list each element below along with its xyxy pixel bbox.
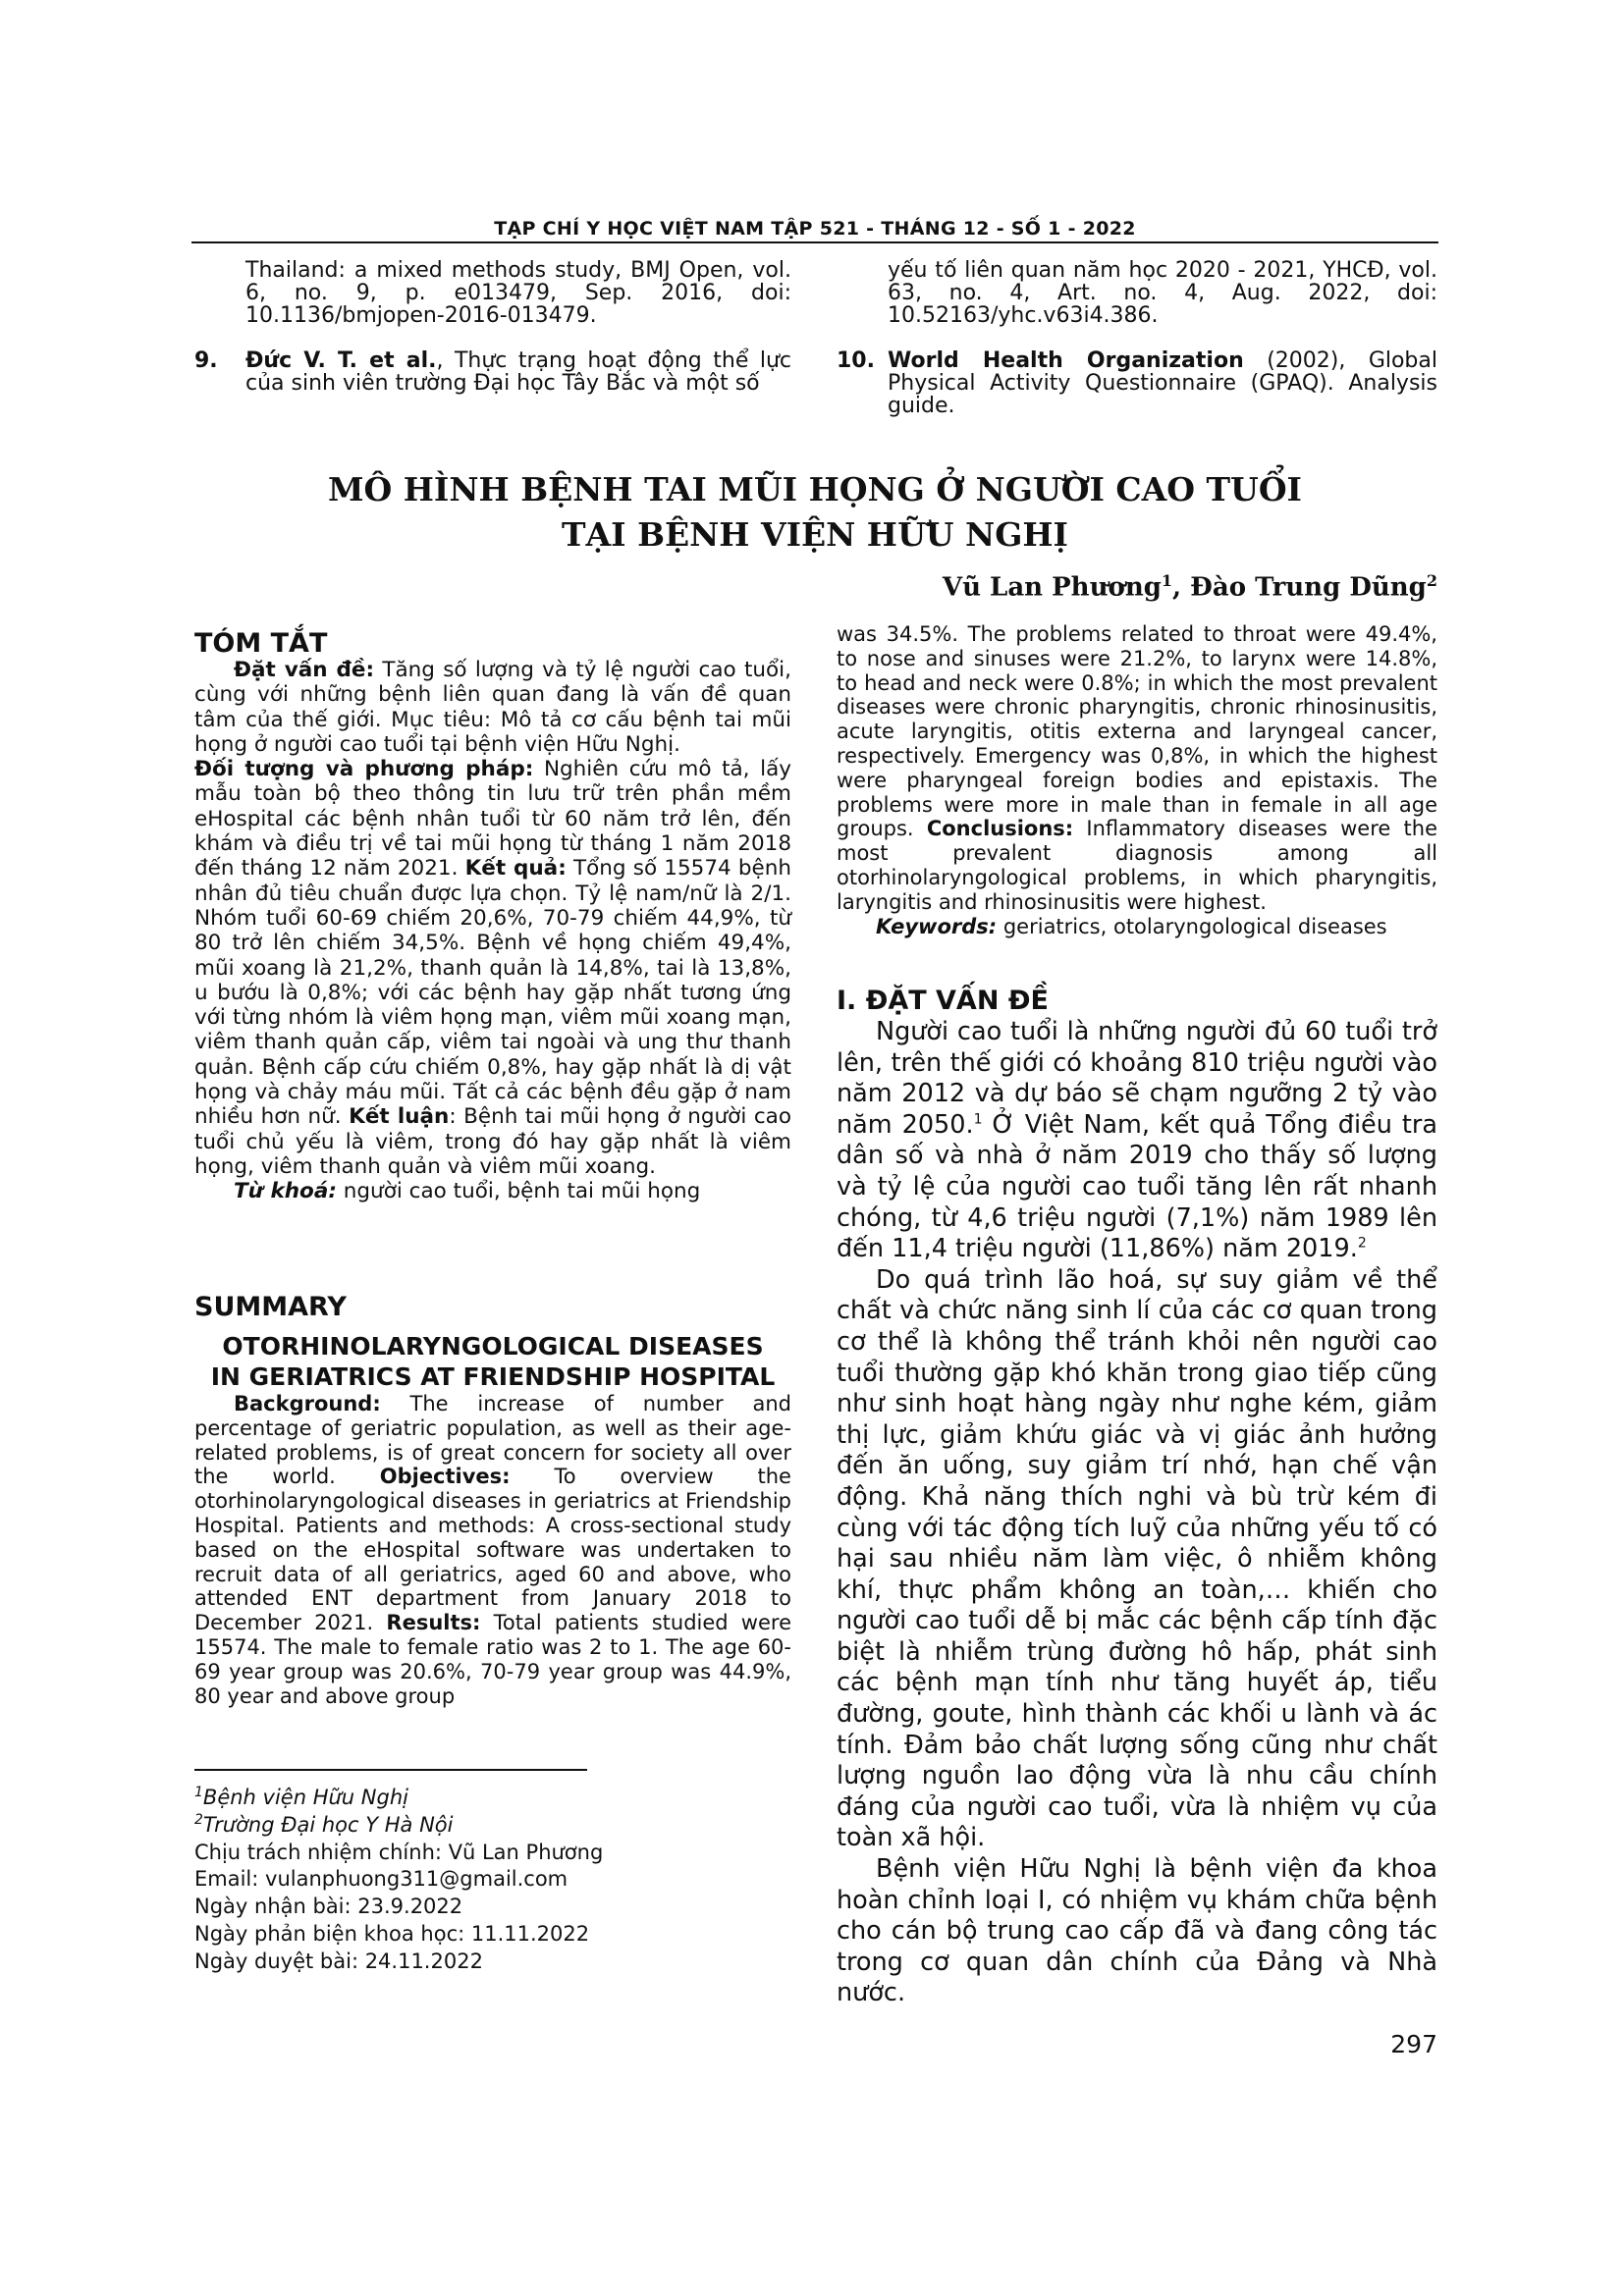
author-1-affiliation-mark: 1 [1161, 571, 1173, 590]
abstract-vn-heading: TÓM TẮT [194, 628, 328, 659]
abstract-vn-methods-text: Nghiên cứu mô tả, lấy mẫu toàn bộ theo thông tin lưu trữ trên phần mềm eHospital các bệnh nhân tuổi từ 60 năm trở lên, đến khám và điều trị về tai mũi họng từ tháng 1 năm 2018 đến tháng 12 năm 2021. [194, 757, 791, 881]
section-1-body [837, 1017, 1437, 2009]
reference-10-number: 10. [837, 348, 875, 373]
abstract-vn-results-text: Tổng số 15574 bệnh nhân đủ tiêu chuẩn được lựa chọn. Tỷ lệ nam/nữ là 2/1. Nhóm tuổi 60-69 chiếm 20,6%, 70-79 chiếm 44,9%, từ 80 trở lên chiếm 34,5%. Bệnh về họng chiếm 49,4%, mũi xoang là 21,2%, thanh quản là 14,8%, tai là 13,8%, u bướu là 0,8%; với các bệnh hay gặp nhất tương ứng với từng nhóm là viêm họng mạn, viêm mũi xoang mạn, viêm thanh quản cấp, viêm tai ngoài và ung thư thanh quản. Bệnh cấp cứu chiếm 0,8%, hay gặp nhất là dị vật họng và chảy máu mũi. Tất cả các bệnh đều gặp ở nam nhiều hơn nữ. [194, 856, 791, 1130]
date-accepted: Ngày duyệt bài: 24.11.2022 [194, 1949, 483, 1973]
summary-objectives-label: Objectives: [379, 1465, 511, 1489]
section-1-paragraph-3: Bệnh viện Hữu Nghị là bệnh viện đa khoa hoàn chỉnh loại I, có nhiệm vụ khám chữa bệnh cho cán bộ trung cao cấp đã và đang công tác trong cơ quan dân chính của Đảng và Nhà nước. [837, 1854, 1437, 2008]
footnote-divider [194, 1769, 587, 1771]
affiliation-2-mark: 2 [194, 1811, 203, 1828]
summary-body-right [837, 622, 1437, 938]
author-2: Đào Trung Dũng [1190, 572, 1427, 603]
summary-results-text-start: Total patients studied were 15574. The male to female ratio was 2 to 1. The age 60-69 year group was 20.6%, 70-79 year group was 44.9%, 80 year and above group [194, 1611, 791, 1708]
reference-right-continuation [888, 259, 1437, 327]
author-separator: , [1172, 572, 1191, 603]
summary-keywords-text: geriatrics, otolaryngological diseases [997, 914, 1387, 938]
abstract-vn-background-text: Tăng số lượng và tỷ lệ người cao tuổi, cùng với những bệnh liên quan đang là vấn đề quan tâm của thế giới. Mục tiêu: Mô tả cơ cấu bệnh tai mũi họng ở người cao tuổi tại bệnh viện Hữu Nghị. [194, 658, 791, 757]
abstract-vn-background [194, 658, 791, 757]
corresponding-email: Email: vulanphuong311@gmail.com [194, 1867, 568, 1892]
affiliation-2-text: Trường Đại học Y Hà Nội [202, 1812, 454, 1837]
date-received: Ngày nhận bài: 23.9.2022 [194, 1895, 463, 1919]
section-1-p1-text-b: Ở Việt Nam, kết quả Tổng điều tra dân số và nhà ở năm 2019 cho thấy số lượng và tỷ lệ của người cao tuổi tăng lên rất nhanh chóng, từ 4,6 triệu người (7,1%) năm 1989 lên đến 11,4 triệu người (11,86%) năm 2019. [837, 1109, 1437, 1264]
summary-text-right [837, 622, 1437, 915]
summary-text-left [194, 1392, 791, 1708]
article-title-line-1: MÔ HÌNH BỆNH TAI MŨI HỌNG Ở NGƯỜI CAO TUỔI [327, 470, 1302, 508]
date-reviewed: Ngày phản biện khoa học: 11.11.2022 [194, 1921, 590, 1946]
section-1-paragraph-2: Do quá trình lão hoá, sự suy giảm về thể chất và chức năng sinh lí của các cơ quan trong cơ thể là không thể tránh khỏi nên người cao tuổi thường gặp khó khăn trong giao tiếp cũng như sinh hoạt hàng ngày như nghe kém, giảm thị lực, giảm khứu giác và vị giác ảnh hưởng đến ăn uống, suy giảm trí nhớ, hạn chế vận động. Khả năng thích nghi và bù trừ kém đi cùng với tác động tích luỹ của những yếu tố có hại sau nhiều năm làm việc, ô nhiễm không khí, thực phẩm không an toàn,… khiến cho người cao tuổi dễ bị mắc các bệnh cấp tính đặc biệt là nhiễm trùng đường hô hấp, phát sinh các bệnh mạn tính như tăng huyết áp, tiểu đường, goute, hình thành các khối u lành và ác tính. Đảm bảo chất lượng sống cũng như chất lượng nguồn lao động vừa là nhu cầu chính đáng của người cao tuổi, vừa là nhiệm vụ của toàn xã hội. [837, 1264, 1437, 1853]
reference-10-author: World Health Organization [888, 348, 1244, 373]
summary-body-left [194, 1392, 791, 1708]
corresponding-author: Chịu trách nhiệm chính: Vũ Lan Phương [194, 1840, 604, 1864]
abstract-vn-body [194, 658, 791, 1204]
abstract-vn-keywords-text: người cao tuổi, bệnh tai mũi họng [336, 1179, 701, 1204]
summary-background-label: Background: [234, 1392, 381, 1415]
page-number: 297 [1390, 2030, 1437, 2058]
author-line [943, 571, 1437, 603]
reference-left-continuation [245, 259, 791, 327]
abstract-vn-keywords-label: Từ khoá: [234, 1179, 337, 1204]
affiliation-1-text: Bệnh viện Hữu Nghị [202, 1786, 408, 1809]
running-header: TẠP CHÍ Y HỌC VIỆT NAM TẬP 521 - THÁNG 12 - SỐ 1 - 2022 [494, 218, 1136, 240]
abstract-vn-conclusion-text: : Bệnh tai mũi họng ở người cao tuổi chủ yếu là viêm, trong đó hay gặp nhất là viêm họng, viêm thanh quản và viêm mũi xoang. [194, 1104, 791, 1179]
summary-conclusions-label: Conclusions: [926, 817, 1074, 841]
section-1-p1-text-a: Người cao tuổi là những người đủ 60 tuổi trở lên, trên thế giới có khoảng 810 triệu người vào năm 2012 và dự báo sẽ chạm ngưỡng 2 tỷ vào năm 2050. [837, 1017, 1437, 1140]
abstract-vn-results-label: Kết quả: [464, 856, 567, 881]
abstract-vn-keywords [194, 1179, 791, 1203]
reference-9-number: 9. [194, 348, 218, 373]
summary-background-text: The increase of number and percentage of geriatric population, as well as their age-related problems, is of great concern for society all over the world. [194, 1392, 791, 1489]
reference-8-tail: Thailand: a mixed methods study, BMJ Open, vol. 6, no. 9, p. e013479, Sep. 2016, doi: 10.1136/bmjopen-2016-013479. [245, 258, 791, 328]
reference-9-text: , Thực trạng hoạt động thể lực của sinh viên trường Đại học Tây Bắc và một số [245, 348, 791, 396]
affiliation-2 [194, 1812, 791, 1840]
abstract-vn-conclusion-label: Kết luận [349, 1104, 450, 1130]
reference-10-text: (2002), Global Physical Activity Questionnaire (GPAQ). Analysis guide. [888, 348, 1437, 418]
reference-10 [837, 349, 1437, 417]
summary-keywords [837, 915, 1437, 939]
summary-keywords-label: Keywords: [876, 914, 998, 938]
affiliation-1-mark: 1 [194, 1785, 203, 1800]
reference-9 [194, 349, 791, 395]
footnotes [194, 1785, 791, 1976]
author-1: Vũ Lan Phương [942, 572, 1162, 603]
article-title-line-2: TẠI BỆNH VIỆN HỮU NGHỊ [562, 515, 1068, 554]
summary-title-line-2: IN GERIATRICS AT FRIENDSHIP HOSPITAL [210, 1362, 776, 1391]
summary-results-label: Results: [386, 1611, 481, 1635]
summary-results-text-end: was 34.5%. The problems related to throat were 49.4%, to nose and sinuses were 21.2%, to larynx were 14.8%, to head and neck were 0.8%; in which the most prevalent diseases were chronic pharyngitis, chronic rhinosinusitis, acute laryngitis, otitis externa and laryngeal cancer, respectively. Emergency was 0,8%, in which the highest were pharyngeal foreign bodies and epistaxis. The problems were more in male than in female in all age groups. [837, 622, 1437, 841]
section-1-heading: I. ĐẶT VẤN ĐỀ [837, 986, 1049, 1016]
abstract-vn-methods-label: Đối tượng và phương pháp: [194, 757, 534, 782]
section-1-paragraph-1 [837, 1017, 1437, 1265]
summary-title-line-1: OTORHINOLARYNGOLOGICAL DISEASES [222, 1332, 764, 1361]
header-divider [191, 241, 1438, 243]
summary-heading: SUMMARY [194, 1292, 347, 1322]
affiliation-1 [194, 1785, 791, 1812]
reference-9-author: Đức V. T. et al. [245, 348, 437, 373]
abstract-vn-methods [194, 757, 791, 1179]
abstract-vn-background-label: Đặt vấn đề: [234, 658, 375, 682]
citation-2: 2 [1357, 1235, 1367, 1252]
summary-objectives-text: To overview the otorhinolaryngological diseases in geriatrics at Friendship Hospital. Patients and methods: A cross-sectional study based on the eHospital software was undertaken to recruit data of all geriatrics, aged 60 and above, who attended ENT department from January 2018 to December 2021. [194, 1465, 791, 1635]
author-2-affiliation-mark: 2 [1426, 571, 1437, 590]
summary-conclusions-text: Inflammatory diseases were the most prevalent diagnosis among all otorhinolaryngological problems, in which pharyngitis, laryngitis and rhinosinusitis were highest. [837, 817, 1437, 914]
reference-9-tail: yếu tố liên quan năm học 2020 - 2021, YHCĐ, vol. 63, no. 4, Art. no. 4, Aug. 2022, doi: 10.52163/yhc.v63i4.386. [888, 258, 1437, 328]
citation-1: 1 [973, 1111, 983, 1128]
